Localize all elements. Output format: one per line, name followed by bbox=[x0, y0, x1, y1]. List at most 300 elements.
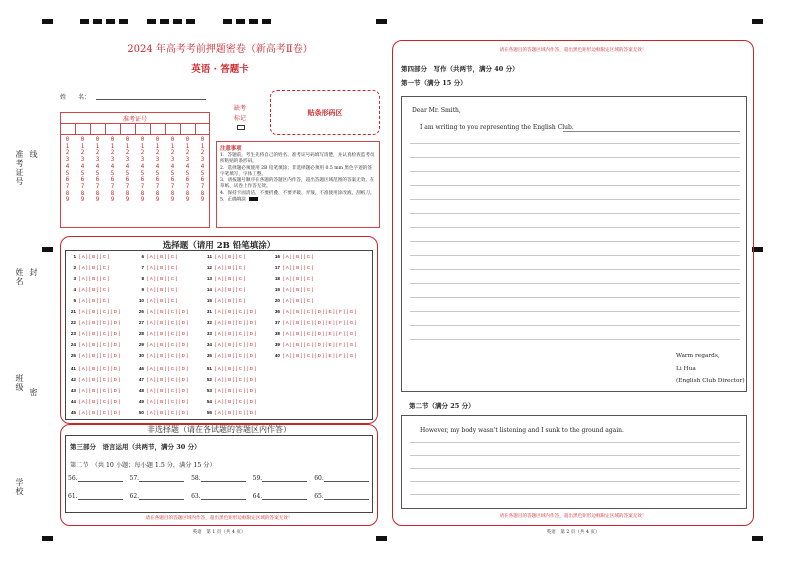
digit-bubble[interactable]: 0 bbox=[200, 137, 205, 143]
nonchoice-title: 非选择题（请在各试题的答题区内作答） bbox=[147, 425, 291, 434]
answer-options[interactable]: [ A ] [ B ] [ C ] [ D ] bbox=[215, 320, 257, 325]
question-number: 5 bbox=[73, 298, 76, 303]
digit-column[interactable] bbox=[109, 137, 116, 204]
digit-column[interactable] bbox=[154, 137, 161, 204]
question-row[interactable] bbox=[67, 366, 120, 373]
question-number: 6 bbox=[141, 254, 144, 259]
digit-bubble[interactable]: 2 bbox=[200, 150, 205, 157]
question-row[interactable] bbox=[67, 388, 120, 395]
question-row[interactable] bbox=[203, 331, 256, 338]
question-number: 11 bbox=[207, 254, 212, 259]
question-number: 2 bbox=[73, 265, 76, 270]
writing-line[interactable] bbox=[410, 494, 740, 495]
digit-bubble[interactable]: 7 bbox=[155, 183, 160, 190]
question-row[interactable] bbox=[67, 276, 109, 283]
question-row[interactable] bbox=[67, 265, 109, 272]
writing-line[interactable] bbox=[410, 455, 740, 456]
answer-options[interactable]: [ A ] [ B ] [ C ] [ D ] bbox=[215, 342, 257, 347]
writing-line[interactable] bbox=[410, 297, 740, 298]
answer-options[interactable]: [ A ] [ B ] [ C ] bbox=[215, 276, 246, 281]
answer-options[interactable]: [ A ] [ B ] [ C ] [ D ] bbox=[79, 377, 121, 382]
name-field[interactable] bbox=[96, 99, 206, 100]
digit-bubble[interactable]: 2 bbox=[185, 150, 190, 157]
question-row[interactable] bbox=[67, 399, 120, 406]
digit-bubble[interactable]: 0 bbox=[80, 137, 85, 143]
answer-options[interactable]: [ A ] [ B ] [ C ] [ D ] bbox=[147, 342, 189, 347]
digit-bubble[interactable]: 4 bbox=[170, 163, 175, 170]
question-row[interactable] bbox=[271, 320, 356, 327]
question-row[interactable] bbox=[135, 353, 188, 360]
answer-options[interactable]: [ A ] [ B ] [ C ] [ D ] [ E ] [ F ] [ G ] bbox=[283, 353, 357, 358]
question-row[interactable] bbox=[203, 410, 256, 417]
digit-bubble[interactable]: 5 bbox=[170, 170, 175, 177]
question-row[interactable] bbox=[135, 276, 177, 283]
question-row[interactable] bbox=[67, 287, 109, 294]
digit-bubble[interactable]: 4 bbox=[65, 163, 70, 170]
question-row[interactable] bbox=[203, 399, 256, 406]
question-row[interactable] bbox=[135, 366, 188, 373]
answer-options[interactable]: [ A ] [ B ] [ C ] bbox=[147, 254, 178, 259]
digit-bubble[interactable]: 3 bbox=[95, 157, 100, 164]
digit-bubble[interactable]: 1 bbox=[185, 143, 190, 150]
digit-bubble[interactable]: 0 bbox=[170, 137, 175, 143]
digit-bubble[interactable]: 7 bbox=[140, 183, 145, 190]
answer-options[interactable]: [ A ] [ B ] [ C ] bbox=[283, 254, 314, 259]
page-title: 2024 年高考考前押题密卷（新高考Ⅱ卷） bbox=[127, 44, 313, 55]
digit-bubble[interactable]: 1 bbox=[200, 143, 205, 150]
continuation-answer-box[interactable] bbox=[401, 415, 747, 509]
answer-options[interactable]: [ A ] [ B ] [ C ] bbox=[215, 254, 246, 259]
question-row[interactable] bbox=[271, 287, 313, 294]
digit-bubble[interactable]: 2 bbox=[110, 150, 115, 157]
digit-bubble[interactable]: 0 bbox=[110, 137, 115, 143]
question-row[interactable] bbox=[271, 309, 356, 316]
answer-options[interactable]: [ A ] [ B ] [ C ] bbox=[79, 276, 110, 281]
question-number: 41 bbox=[70, 366, 76, 371]
digit-bubble[interactable]: 7 bbox=[200, 183, 205, 190]
digit-bubble[interactable]: 4 bbox=[80, 163, 85, 170]
writing-line[interactable] bbox=[410, 339, 740, 340]
digit-bubble[interactable]: 2 bbox=[170, 150, 175, 157]
answer-options[interactable]: [ A ] [ B ] [ C ] [ D ] bbox=[215, 331, 257, 336]
answer-options[interactable]: [ A ] [ B ] [ C ] bbox=[147, 287, 178, 292]
answer-options[interactable]: [ A ] [ B ] [ C ] [ D ] bbox=[79, 320, 121, 325]
digit-bubble[interactable]: 9 bbox=[125, 197, 130, 204]
question-row[interactable] bbox=[135, 320, 188, 327]
digit-bubble[interactable]: 5 bbox=[65, 170, 70, 177]
digit-column[interactable] bbox=[94, 137, 101, 204]
answer-options[interactable]: [ A ] [ B ] [ C ] [ D ] [ E ] [ F ] [ G ] bbox=[283, 342, 357, 347]
blank-answer-line[interactable] bbox=[262, 476, 307, 482]
digit-bubble[interactable]: 6 bbox=[170, 177, 175, 184]
digit-bubble[interactable]: 1 bbox=[170, 143, 175, 150]
question-number: 1 bbox=[73, 254, 76, 259]
digit-bubble[interactable]: 9 bbox=[110, 197, 115, 204]
question-row[interactable] bbox=[203, 309, 256, 316]
digit-bubble[interactable]: 6 bbox=[65, 177, 70, 184]
question-row[interactable] bbox=[67, 298, 109, 305]
question-row[interactable] bbox=[67, 342, 120, 349]
digit-bubble[interactable]: 5 bbox=[200, 170, 205, 177]
question-number: 33 bbox=[206, 331, 212, 336]
digit-column[interactable] bbox=[64, 137, 71, 204]
question-row[interactable] bbox=[203, 320, 256, 327]
digit-bubble[interactable]: 7 bbox=[80, 183, 85, 190]
digit-bubble[interactable]: 7 bbox=[95, 183, 100, 190]
answer-options[interactable]: [ A ] [ B ] [ C ] [ D ] bbox=[147, 388, 189, 393]
digit-bubble[interactable]: 4 bbox=[200, 163, 205, 170]
digit-bubble[interactable]: 4 bbox=[185, 163, 190, 170]
digit-bubble[interactable]: 3 bbox=[125, 157, 130, 164]
digit-bubble[interactable]: 0 bbox=[95, 137, 100, 143]
question-row[interactable] bbox=[203, 265, 245, 272]
answer-options[interactable]: [ A ] [ B ] [ C ] bbox=[283, 298, 314, 303]
blank-answer-line[interactable] bbox=[201, 476, 246, 482]
question-row[interactable] bbox=[67, 377, 120, 384]
digit-bubble[interactable]: 8 bbox=[185, 190, 190, 197]
question-row[interactable] bbox=[203, 353, 256, 360]
digit-column[interactable] bbox=[124, 137, 131, 204]
blank-number: 59. bbox=[252, 475, 263, 482]
question-number: 47 bbox=[138, 377, 144, 382]
question-row[interactable] bbox=[271, 254, 313, 261]
writing-line[interactable] bbox=[410, 241, 740, 242]
part4-label: 第四部分 写作（共两节，满分 40 分） bbox=[401, 65, 519, 73]
digit-bubble[interactable]: 2 bbox=[140, 150, 145, 157]
digit-bubble[interactable]: 6 bbox=[110, 177, 115, 184]
writing-section bbox=[392, 40, 754, 526]
answer-options[interactable]: [ A ] [ B ] [ C ] [ D ] bbox=[147, 353, 189, 358]
question-row[interactable] bbox=[135, 254, 177, 261]
answer-options[interactable]: [ A ] [ B ] [ C ] [ D ] bbox=[79, 331, 121, 336]
digit-bubble[interactable]: 7 bbox=[125, 183, 130, 190]
digit-bubble[interactable]: 1 bbox=[80, 143, 85, 150]
blank-answer-line[interactable] bbox=[78, 476, 123, 482]
digit-bubble[interactable]: 5 bbox=[125, 170, 130, 177]
answer-options[interactable]: [ A ] [ B ] [ C ] [ D ] bbox=[215, 366, 257, 371]
digit-bubble[interactable]: 0 bbox=[65, 137, 70, 143]
digit-bubble[interactable]: 1 bbox=[95, 143, 100, 150]
digit-bubble[interactable]: 1 bbox=[125, 143, 130, 150]
digit-bubble[interactable]: 5 bbox=[185, 170, 190, 177]
answer-options[interactable]: [ A ] [ B ] [ C ] [ D ] bbox=[79, 309, 121, 314]
notes-box bbox=[216, 141, 380, 228]
digit-bubble[interactable]: 4 bbox=[125, 163, 130, 170]
question-row[interactable] bbox=[203, 298, 245, 305]
answer-options[interactable]: [ A ] [ B ] [ C ] [ D ] bbox=[79, 410, 121, 415]
digit-bubble[interactable]: 1 bbox=[65, 143, 70, 150]
blank-number: 57. bbox=[129, 475, 140, 482]
question-number: 25 bbox=[70, 353, 76, 358]
question-row[interactable] bbox=[67, 353, 120, 360]
alignment-mark bbox=[752, 536, 763, 541]
question-row[interactable] bbox=[135, 331, 188, 338]
answer-options[interactable]: [ A ] [ B ] [ C ] [ D ] bbox=[215, 377, 257, 382]
answer-options[interactable]: [ A ] [ B ] [ C ] bbox=[147, 276, 178, 281]
answer-options[interactable]: [ A ] [ B ] [ C ] [ D ] bbox=[79, 399, 121, 404]
answer-options[interactable]: [ A ] [ B ] [ C ] [ D ] bbox=[215, 353, 257, 358]
writing-line[interactable] bbox=[410, 269, 740, 270]
side-label-secret: 密 bbox=[29, 388, 38, 397]
answer-options[interactable]: [ A ] [ B ] [ C ] bbox=[215, 265, 246, 270]
side-label-class: 班级 bbox=[15, 374, 24, 392]
digit-column[interactable] bbox=[79, 137, 86, 204]
exam-id-input-row[interactable] bbox=[61, 123, 209, 135]
digit-bubble[interactable]: 6 bbox=[185, 177, 190, 184]
answer-options[interactable]: [ A ] [ B ] [ C ] bbox=[283, 276, 314, 281]
digit-bubble[interactable]: 9 bbox=[65, 197, 70, 204]
digit-bubble[interactable]: 9 bbox=[95, 197, 100, 204]
digit-bubble[interactable]: 4 bbox=[140, 163, 145, 170]
digit-bubble[interactable]: 6 bbox=[200, 177, 205, 184]
question-row[interactable] bbox=[67, 320, 120, 327]
answer-options[interactable]: [ A ] [ B ] [ C ] [ D ] bbox=[147, 331, 189, 336]
blank-answer-line[interactable] bbox=[324, 476, 369, 482]
answer-options[interactable]: [ A ] [ B ] [ C ] [ D ] bbox=[147, 320, 189, 325]
question-row[interactable] bbox=[135, 410, 188, 417]
digit-bubble[interactable]: 5 bbox=[95, 170, 100, 177]
digit-bubble[interactable]: 3 bbox=[185, 157, 190, 164]
question-row[interactable] bbox=[135, 287, 177, 294]
letter-intro-line bbox=[563, 131, 740, 132]
digit-bubble[interactable]: 0 bbox=[140, 137, 145, 143]
question-row[interactable] bbox=[135, 399, 188, 406]
writing-line[interactable] bbox=[410, 442, 740, 443]
digit-bubble[interactable]: 1 bbox=[110, 143, 115, 150]
answer-options[interactable]: [ A ] [ B ] [ C ] [ D ] bbox=[147, 309, 189, 314]
digit-bubble[interactable]: 8 bbox=[155, 190, 160, 197]
answer-options[interactable]: [ A ] [ B ] [ C ] [ D ] bbox=[79, 353, 121, 358]
barcode-label: 贴条形码区 bbox=[307, 108, 343, 117]
digit-bubble[interactable]: 8 bbox=[65, 190, 70, 197]
digit-bubble[interactable]: 3 bbox=[200, 157, 205, 164]
question-row[interactable] bbox=[271, 331, 356, 338]
digit-bubble[interactable]: 3 bbox=[110, 157, 115, 164]
question-number: 18 bbox=[274, 276, 280, 281]
digit-bubble[interactable]: 2 bbox=[65, 150, 70, 157]
digit-bubble[interactable]: 8 bbox=[125, 190, 130, 197]
answer-options[interactable]: [ A ] [ B ] [ C ] bbox=[147, 298, 178, 303]
writing-line[interactable] bbox=[410, 311, 740, 312]
writing-line[interactable] bbox=[410, 481, 740, 482]
answer-options[interactable]: [ A ] [ B ] [ C ] bbox=[215, 287, 246, 292]
digit-bubble[interactable]: 8 bbox=[110, 190, 115, 197]
question-number: 19 bbox=[274, 287, 280, 292]
digit-bubble[interactable]: 2 bbox=[125, 150, 130, 157]
blank-answer-line[interactable] bbox=[139, 494, 184, 500]
question-number: 49 bbox=[138, 399, 144, 404]
question-row[interactable] bbox=[203, 342, 256, 349]
digit-bubble[interactable]: 3 bbox=[140, 157, 145, 164]
digit-bubble[interactable]: 5 bbox=[140, 170, 145, 177]
blank-answer-line[interactable] bbox=[262, 494, 307, 500]
question-number: 8 bbox=[141, 276, 144, 281]
digit-bubble[interactable]: 0 bbox=[125, 137, 130, 143]
question-row[interactable] bbox=[203, 287, 245, 294]
blank-answer-line[interactable] bbox=[201, 494, 246, 500]
question-number: 26 bbox=[138, 309, 144, 314]
answer-options[interactable]: [ A ] [ B ] [ C ] [ D ] bbox=[147, 410, 189, 415]
digit-bubble[interactable]: 2 bbox=[95, 150, 100, 157]
answer-options[interactable]: [ A ] [ B ] [ C ] [ D ] [ E ] [ F ] [ G ] bbox=[283, 320, 357, 325]
absent-checkbox[interactable] bbox=[237, 125, 245, 130]
writing-line[interactable] bbox=[410, 255, 740, 256]
answer-options[interactable]: [ A ] [ B ] [ C ] [ D ] bbox=[79, 366, 121, 371]
digit-bubble[interactable]: 9 bbox=[200, 197, 205, 204]
digit-bubble[interactable]: 3 bbox=[80, 157, 85, 164]
digit-bubble[interactable]: 7 bbox=[65, 183, 70, 190]
blank-answer-line[interactable] bbox=[139, 476, 184, 482]
digit-bubble[interactable]: 9 bbox=[170, 197, 175, 204]
digit-bubble[interactable]: 8 bbox=[140, 190, 145, 197]
answer-options[interactable]: [ A ] [ B ] [ C ] [ D ] bbox=[215, 410, 257, 415]
digit-bubble[interactable]: 8 bbox=[200, 190, 205, 197]
question-row[interactable] bbox=[271, 298, 313, 305]
notes-title: 注意事项 bbox=[220, 146, 242, 152]
question-row[interactable] bbox=[271, 353, 356, 360]
answer-options[interactable]: [ A ] [ B ] [ C ] [ D ] bbox=[79, 342, 121, 347]
digit-bubble[interactable]: 8 bbox=[170, 190, 175, 197]
question-row[interactable] bbox=[203, 388, 256, 395]
digit-bubble[interactable]: 1 bbox=[155, 143, 160, 150]
answer-options[interactable]: [ A ] [ B ] [ C ] [ D ] bbox=[147, 399, 189, 404]
answer-options[interactable]: [ A ] [ B ] [ C ] [ D ] bbox=[147, 377, 189, 382]
digit-bubble[interactable]: 2 bbox=[155, 150, 160, 157]
question-number: 10 bbox=[138, 298, 144, 303]
question-row[interactable] bbox=[271, 265, 313, 272]
writing-line[interactable] bbox=[410, 199, 740, 200]
answer-options[interactable]: [ A ] [ B ] [ C ] bbox=[147, 265, 178, 270]
digit-column[interactable] bbox=[139, 137, 146, 204]
answer-options[interactable]: [ A ] [ B ] [ C ] [ D ] bbox=[215, 309, 257, 314]
notes-item: 3．请按题号顺序在各题的答题区内作答，超出答题区域范围的答案无效，在草纸、试卷上作答无效。 bbox=[220, 178, 375, 190]
answer-options[interactable]: [ A ] [ B ] [ C ] bbox=[215, 298, 246, 303]
question-row[interactable] bbox=[135, 377, 188, 384]
digit-bubble[interactable]: 0 bbox=[155, 137, 160, 143]
question-row[interactable] bbox=[67, 331, 120, 338]
digit-bubble[interactable]: 4 bbox=[110, 163, 115, 170]
digit-bubble[interactable]: 6 bbox=[140, 177, 145, 184]
exam-id-block bbox=[60, 112, 210, 228]
alignment-mark bbox=[223, 19, 271, 24]
question-number: 23 bbox=[70, 331, 76, 336]
question-row[interactable] bbox=[135, 309, 188, 316]
writing-line[interactable] bbox=[410, 325, 740, 326]
digit-bubble[interactable]: 6 bbox=[125, 177, 130, 184]
answer-options[interactable]: [ A ] [ B ] [ C ] bbox=[283, 265, 314, 270]
question-row[interactable] bbox=[203, 366, 256, 373]
blank-answer-line[interactable] bbox=[78, 494, 123, 500]
digit-bubble[interactable]: 6 bbox=[95, 177, 100, 184]
digit-bubble[interactable]: 4 bbox=[95, 163, 100, 170]
digit-bubble[interactable]: 9 bbox=[140, 197, 145, 204]
writing-line[interactable] bbox=[410, 157, 740, 158]
digit-bubble[interactable]: 6 bbox=[80, 177, 85, 184]
answer-options[interactable]: [ A ] [ B ] [ C ] [ D ] bbox=[215, 388, 257, 393]
blank-answer-line[interactable] bbox=[324, 494, 369, 500]
question-row[interactable] bbox=[135, 342, 188, 349]
letter-answer-box[interactable] bbox=[401, 96, 747, 392]
question-number: 38 bbox=[274, 331, 280, 336]
answer-options[interactable]: [ A ] [ B ] [ C ] [ D ] bbox=[147, 366, 189, 371]
digit-bubble[interactable]: 5 bbox=[80, 170, 85, 177]
question-row[interactable] bbox=[67, 410, 120, 417]
digit-column[interactable] bbox=[184, 137, 191, 204]
question-row[interactable] bbox=[135, 298, 177, 305]
writing-line[interactable] bbox=[410, 283, 740, 284]
letter-greeting: Dear Mr. Smith, bbox=[412, 107, 461, 114]
question-row[interactable] bbox=[135, 388, 188, 395]
question-number: 54 bbox=[206, 399, 212, 404]
question-row[interactable] bbox=[203, 254, 245, 261]
writing-line[interactable] bbox=[410, 227, 740, 228]
question-number: 51 bbox=[206, 366, 212, 371]
answer-options[interactable]: [ A ] [ B ] [ C ] bbox=[79, 265, 110, 270]
absent-label-1: 缺考 bbox=[234, 105, 247, 112]
digit-bubble[interactable]: 5 bbox=[110, 170, 115, 177]
writing-line[interactable] bbox=[410, 213, 740, 214]
question-row[interactable] bbox=[271, 342, 356, 349]
answer-options[interactable]: [ A ] [ B ] [ C ] [ D ] bbox=[79, 388, 121, 393]
absent-label-2: 标记 bbox=[234, 115, 247, 122]
question-row[interactable] bbox=[203, 276, 245, 283]
answer-options[interactable]: [ A ] [ B ] [ C ] [ D ] bbox=[215, 399, 257, 404]
digit-bubble[interactable]: 9 bbox=[80, 197, 85, 204]
digit-bubble[interactable]: 5 bbox=[155, 170, 160, 177]
digit-bubble[interactable]: 3 bbox=[65, 157, 70, 164]
answer-options[interactable]: [ A ] [ B ] [ C ] [ D ] [ E ] [ F ] [ G ] bbox=[283, 309, 357, 314]
digit-bubble[interactable]: 7 bbox=[170, 183, 175, 190]
writing-line[interactable] bbox=[410, 185, 740, 186]
answer-options[interactable]: [ A ] [ B ] [ C ] bbox=[283, 287, 314, 292]
digit-bubble[interactable]: 1 bbox=[140, 143, 145, 150]
digit-bubble[interactable]: 7 bbox=[110, 183, 115, 190]
digit-bubble[interactable]: 3 bbox=[170, 157, 175, 164]
digit-column[interactable] bbox=[199, 137, 206, 204]
answer-options[interactable]: [ A ] [ B ] [ C ] [ D ] [ E ] [ F ] [ G ] bbox=[283, 331, 357, 336]
writing-line[interactable] bbox=[410, 468, 740, 469]
question-row[interactable] bbox=[203, 377, 256, 384]
question-row[interactable] bbox=[135, 265, 177, 272]
digit-bubble[interactable]: 4 bbox=[155, 163, 160, 170]
digit-bubble[interactable]: 0 bbox=[185, 137, 190, 143]
notes-item-fill-sample bbox=[220, 197, 376, 204]
question-number: 16 bbox=[274, 254, 280, 259]
question-number: 28 bbox=[138, 331, 144, 336]
digit-bubble[interactable]: 8 bbox=[80, 190, 85, 197]
digit-bubble[interactable]: 7 bbox=[185, 183, 190, 190]
question-row[interactable] bbox=[67, 309, 120, 316]
digit-bubble[interactable]: 8 bbox=[95, 190, 100, 197]
digit-bubble[interactable]: 3 bbox=[155, 157, 160, 164]
letter-intro: I am writing to you representing the English Club. bbox=[420, 124, 574, 131]
digit-bubble[interactable]: 6 bbox=[155, 177, 160, 184]
answer-options[interactable]: [ A ] [ B ] [ C ] bbox=[79, 254, 110, 259]
blank-number: 64. bbox=[252, 493, 263, 500]
answer-options[interactable]: [ A ] [ B ] [ C ] bbox=[79, 298, 110, 303]
digit-bubble[interactable]: 2 bbox=[80, 150, 85, 157]
digit-column[interactable] bbox=[169, 137, 176, 204]
question-row[interactable] bbox=[67, 254, 109, 261]
writing-line[interactable] bbox=[410, 143, 740, 144]
answer-options[interactable]: [ A ] [ B ] [ C ] bbox=[79, 287, 110, 292]
writing-line[interactable] bbox=[410, 171, 740, 172]
page-number-2: 英语 第 2 页（共 4 页） bbox=[546, 530, 600, 535]
question-row[interactable] bbox=[271, 276, 313, 283]
digit-bubble[interactable]: 9 bbox=[185, 197, 190, 204]
digit-bubble[interactable]: 9 bbox=[155, 197, 160, 204]
blank-row bbox=[68, 475, 372, 482]
